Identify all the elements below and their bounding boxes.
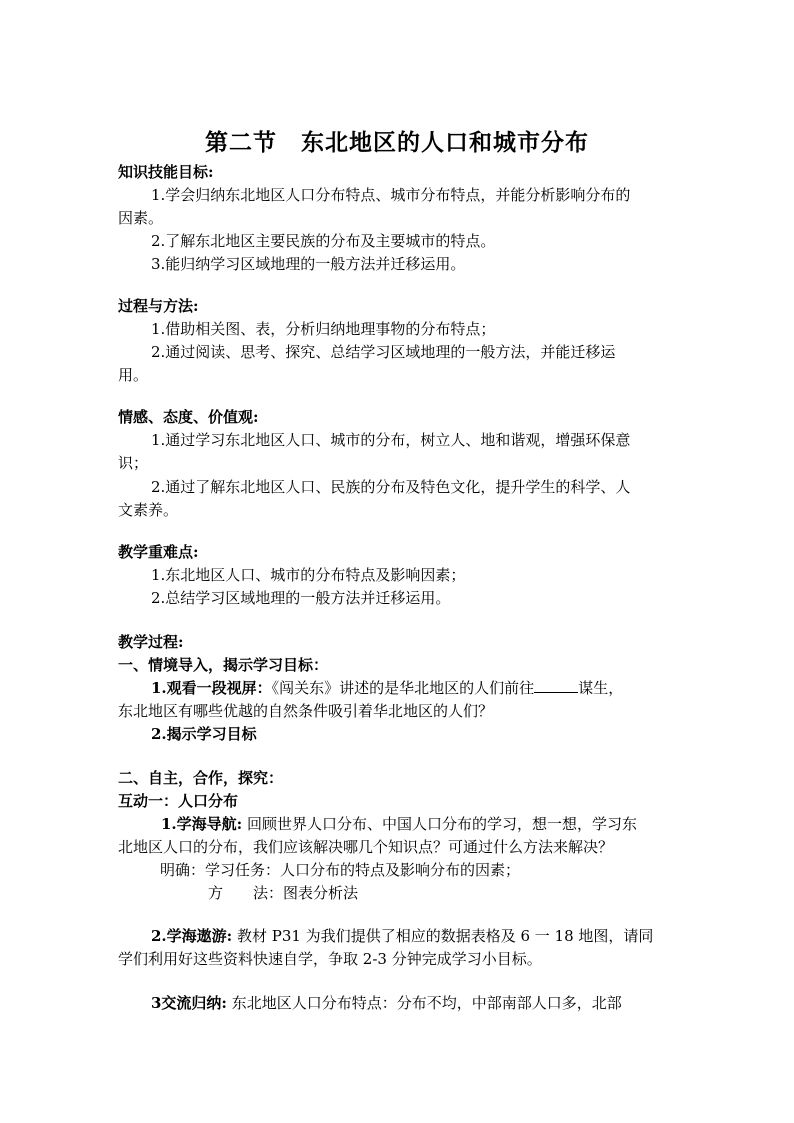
section-2-item-3-label: 3交流归纳:: [151, 994, 227, 1012]
section-2-item-3-text: 东北地区人口分布特点：分布不均，中部南部人口多，北部: [226, 994, 622, 1012]
section-1-heading: 一、情境导入，揭示学习目标：: [118, 656, 329, 674]
emotion-item-2: 2.通过了解东北地区人口、民族的分布及特色文化，提升学生的科学、人: [151, 478, 631, 496]
section-1-item-1-cont: 东北地区有哪些优越的自然条件吸引着华北地区的人们？: [118, 702, 494, 720]
section-2-item-1-text: 回顾世界人口分布、中国人口分布的学习，想一想，学习东: [242, 815, 637, 833]
knowledge-item-1-cont: 因素。: [118, 209, 164, 227]
knowledge-heading: 知识技能目标:: [118, 163, 214, 181]
section-2-clarify-2: 方 法：图表分析法: [208, 884, 359, 902]
keypoints-heading: 教学重难点:: [118, 543, 199, 561]
section-1-item-1-tail: 谋生，: [578, 679, 624, 697]
section-2-item-2-label: 2.学海遨游:: [151, 927, 233, 945]
section-2-item-2-text: 教材 P31 为我们提供了相应的数据表格及 6 一 18 地图，请同: [232, 927, 654, 945]
page-title: 第二节 东北地区的人口和城市分布: [205, 129, 589, 156]
knowledge-item-1: 1.学会归纳东北地区人口分布特点、城市分布特点，并能分析影响分布的: [151, 186, 631, 204]
section-1-item-2: 2.揭示学习目标: [151, 725, 257, 743]
process-item-1: 1.借助相关图、表，分析归纳地理事物的分布特点；: [151, 320, 496, 338]
section-1-item-1-text: 《闯关东》讲述的是华北地区的人们前往: [271, 679, 535, 697]
section-2-item-1: [161, 814, 637, 834]
knowledge-item-2: 2.了解东北地区主要民族的分布及主要城市的特点。: [151, 232, 496, 250]
knowledge-item-3: 3.能归纳学习区域地理的一般方法并迁移运用。: [151, 255, 466, 273]
keypoints-item-2: 2.总结学习区域地理的一般方法并迁移运用。: [151, 589, 451, 607]
emotion-item-1: 1.通过学习东北地区人口、城市的分布，树立人、地和谐观，增强环保意: [151, 431, 631, 449]
fill-in-blank: [534, 678, 578, 693]
section-1-item-1: [151, 678, 623, 698]
emotion-item-2-cont: 文素养。: [118, 501, 179, 519]
section-2-item-2: [151, 926, 653, 946]
section-2-item-2-cont: 学们利用好这些资料快速自学，争取 2-3 分钟完成学习小目标。: [118, 950, 542, 968]
process-item-2: 2.通过阅读、思考、探究、总结学习区域地理的一般方法，并能迁移运: [151, 343, 616, 361]
process-item-2-cont: 用。: [118, 366, 149, 384]
emotion-heading: 情感、态度、价值观:: [118, 408, 259, 426]
process-heading: 过程与方法:: [118, 297, 199, 315]
keypoints-item-1: 1.东北地区人口、城市的分布特点及影响因素；: [151, 566, 466, 584]
section-2-item-1-label: 1.学海导航:: [161, 815, 243, 833]
section-2-item-1-cont: 北地区人口的分布，我们应该解决哪几个知识点？可通过什么方法来解决？: [118, 838, 614, 856]
section-1-item-1-label: 1.观看一段视屏：: [151, 679, 272, 697]
section-2-clarify-1: 明确：学习任务：人口分布的特点及影响分布的因素；: [160, 861, 521, 879]
interaction-1-heading: 互动一：人口分布: [118, 792, 239, 810]
section-2-item-3: [151, 993, 622, 1013]
section-2-heading: 二、自主，合作，探究：: [118, 769, 284, 787]
teaching-heading: 教学过程:: [118, 633, 184, 651]
emotion-item-1-cont: 识；: [118, 454, 149, 472]
